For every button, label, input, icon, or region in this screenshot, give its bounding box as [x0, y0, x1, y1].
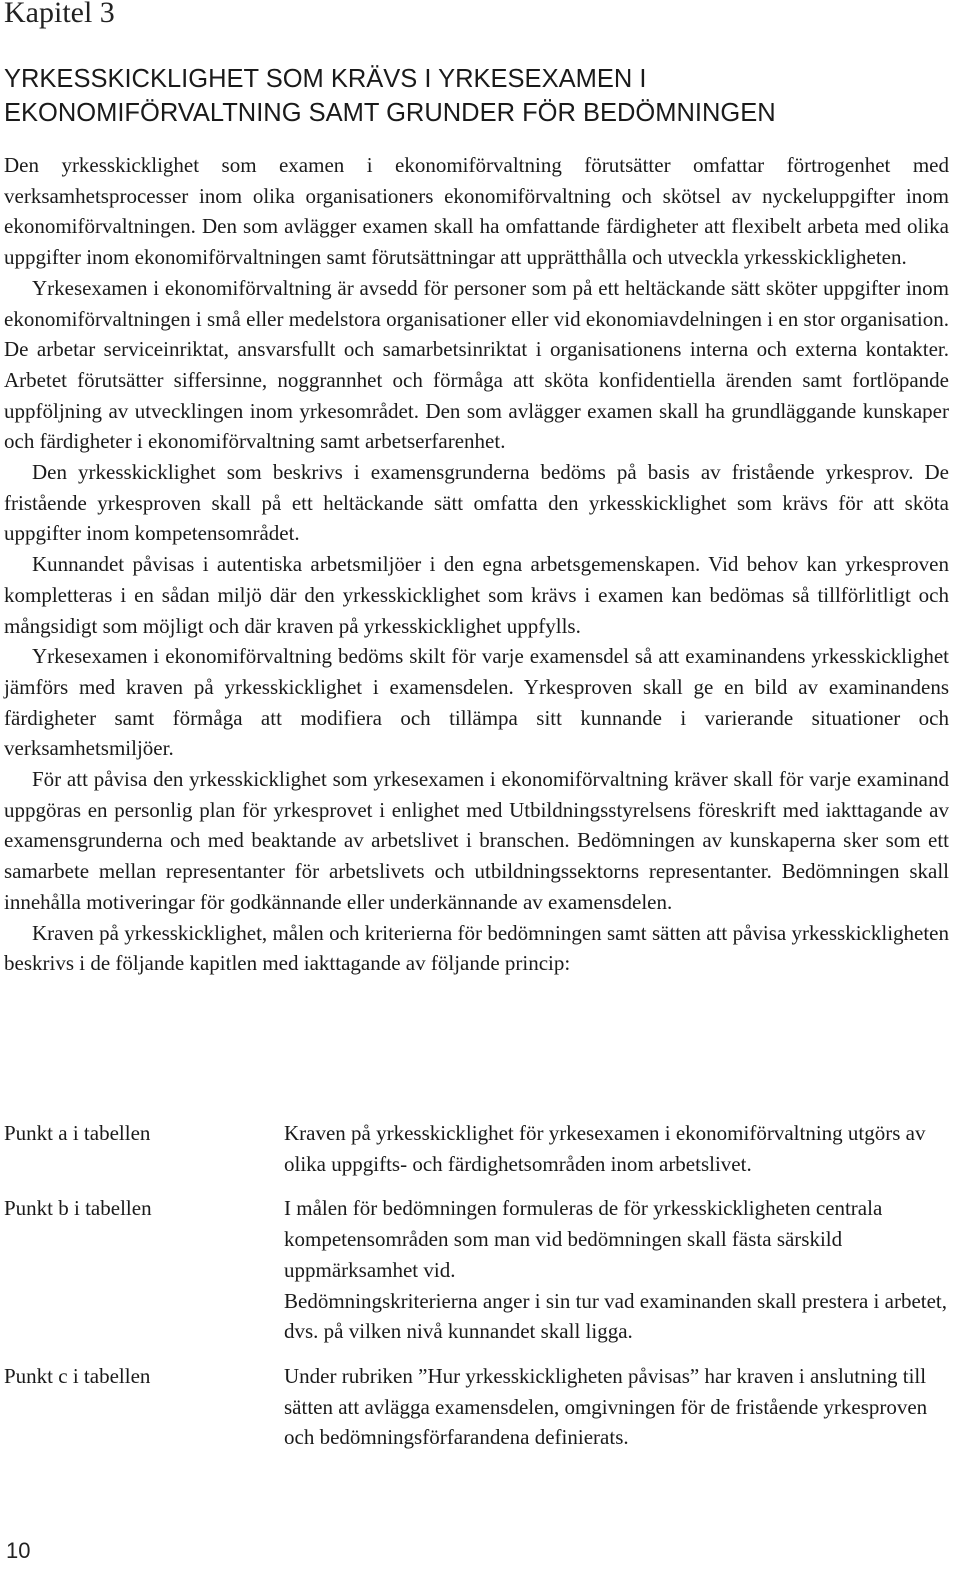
body-text [4, 150, 949, 979]
chapter-label: Kapitel 3 [4, 0, 115, 29]
paragraph: Yrkesexamen i ekonomiförvaltning är avsedd för personer som på ett heltäckande sätt sköter uppgifter inom ekonomiförvaltningen i små eller medelstora organisationer eller vid ekonomiavdelningen i en stor organisation. De arbetar serviceinriktat, ansvarsfullt och samarbetsinriktat i organisationens interna och externa kontakter. Arbetet förutsätter siffersinne, noggrannhet och förmåga att sköta konfidentiella ärenden samt fortlöpande uppföljning av utvecklingen inom yrkesområdet. Den som avlägger examen skall ha grundläggande kunskaper och färdigheter i ekonomiförvaltning samt arbetserfarenhet. [4, 275, 949, 454]
point-term: Punkt c i tabellen [4, 1363, 151, 1388]
paragraph: För att påvisa den yrkesskicklighet som yrkesexamen i ekonomiförvaltning kräver skall för varje examinand uppgöras en personlig plan för yrkesprovet i enlighet med Utbildningsstyrelsens föreskrift med iakttagande av examensgrunderna och med beaktande av arbetslivet i branschen. Bedömningen av kunskaperna sker som ett samarbete mellan representanter för arbetslivets och utbildningssektorns representanter. Bedömningen skall innehålla motiveringar för godkännande eller underkännande av examensdelen. [4, 767, 949, 914]
page-number: 10 [6, 1538, 31, 1563]
section-heading: YRKESSKICKLIGHET SOM KRÄVS I YRKESEXAMEN I EKONOMIFÖRVALTNING SAMT GRUNDER FÖR BEDÖMNINGEN [4, 65, 776, 127]
paragraph: Den yrkesskicklighet som beskrivs i examensgrunderna bedöms på basis av fristående yrkesprov. De fristående yrkesproven skall på ett heltäckande sätt omfatta den yrkesskicklighet som krävs för att sköta uppgifter inom kompetensområdet. [4, 460, 949, 546]
point-row [4, 1361, 949, 1453]
paragraph: Kunnandet påvisas i autentiska arbetsmiljöer i den egna arbetsgemenskapen. Vid behov kan yrkesproven kompletteras i en sådan miljö där den yrkesskicklighet som krävs i examen kan bedömas så tillförlitligt och mångsidigt som möjligt och där kraven på yrkesskicklighet uppfylls. [4, 552, 949, 638]
point-description-line: Under rubriken ”Hur yrkesskickligheten påvisas” har kraven i anslutning till sätten att avlägga examensdelen, omgivningen för de fristående yrkesproven och bedömningsförfarandena definierats. [284, 1363, 928, 1450]
paragraph: Den yrkesskicklighet som examen i ekonomiförvaltning förutsätter omfattar förtrogenhet med verksamhetsprocesser inom olika organisationers ekonomiförvaltning och skötsel av nyckeluppgifter inom ekonomiförvaltningen. Den som avlägger examen skall ha omfattande färdigheter att flexibelt arbeta med olika uppgifter inom ekonomiförvaltningen samt förutsättningar att upprätthålla och utveckla yrkesskickligheten. [4, 153, 949, 270]
point-row [4, 1193, 949, 1347]
point-description-line: Bedömningskriterierna anger i sin tur vad examinanden skall prestera i arbetet, dvs. på vilken nivå kunnandet skall ligga. [284, 1288, 948, 1344]
paragraph: Yrkesexamen i ekonomiförvaltning bedöms skilt för varje examensdel så att examinandens yrkesskicklighet jämförs med kraven på yrkesskicklighet i examensdelen. Yrkesproven skall ge en bild av examinandens färdigheter samt förmåga att modifiera och tillämpa sitt kunnande i varierande situationer och verksamhetsmiljöer. [4, 644, 949, 761]
paragraph: Kraven på yrkesskicklighet, målen och kriterierna för bedömningen samt sätten att påvisa yrkesskickligheten beskrivs i de följande kapitlen med iakttagande av följande princip: [4, 920, 949, 976]
point-term: Punkt b i tabellen [4, 1196, 152, 1221]
point-description [284, 1361, 949, 1453]
point-description-line: Kraven på yrkesskicklighet för yrkesexamen i ekonomiförvaltning utgörs av olika uppgifts- och färdighetsområden inom arbetslivet. [284, 1121, 926, 1176]
point-description [284, 1118, 949, 1179]
point-row [4, 1118, 949, 1179]
point-term: Punkt a i tabellen [4, 1121, 151, 1145]
point-description-line: I målen för bedömningen formuleras de för yrkesskickligheten centrala kompetensområden som man vid bedömningen skall fästa särskild uppmärksamhet vid. [284, 1196, 883, 1282]
points-table [4, 1118, 949, 1453]
point-description [284, 1193, 949, 1347]
